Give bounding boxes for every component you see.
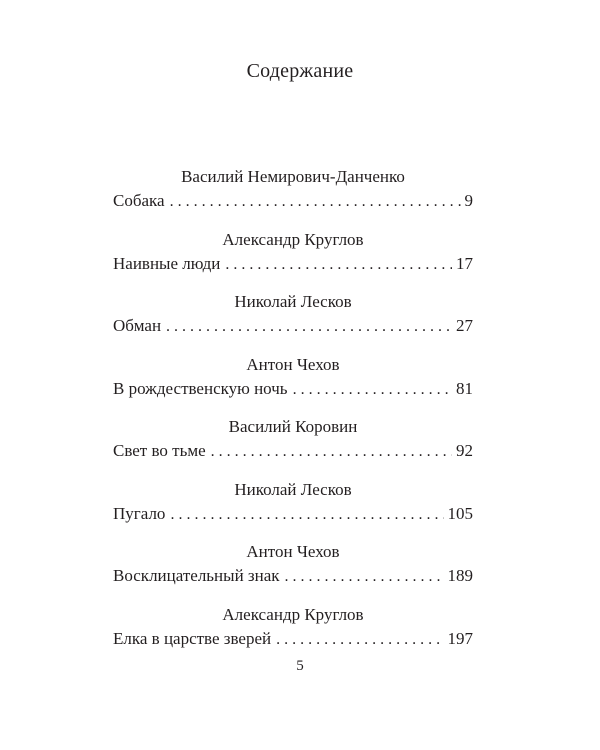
- toc-work-title: В рождественскую ночь: [113, 378, 288, 398]
- toc-line[interactable]: [113, 627, 473, 651]
- dot-leader: [166, 315, 452, 339]
- dot-leader: [293, 378, 452, 402]
- toc-work-title: Пугало: [113, 503, 166, 523]
- table-of-contents: [113, 165, 473, 665]
- toc-author: Александр Круглов: [222, 229, 364, 249]
- toc-author: Антон Чехов: [246, 354, 340, 374]
- toc-entry: [113, 478, 473, 541]
- toc-page-number: 17: [456, 253, 473, 273]
- toc-page-number: 105: [447, 503, 473, 523]
- toc-page-number: 81: [456, 378, 473, 398]
- toc-page-number: 92: [456, 441, 473, 460]
- toc-entry: [113, 603, 473, 666]
- toc-entry: [113, 415, 473, 478]
- toc-entry: [113, 540, 473, 603]
- toc-work-title: Обман: [113, 316, 162, 335]
- dot-leader: [211, 440, 452, 464]
- toc-work-title: Восклицательный знак: [113, 566, 280, 585]
- toc-page-number: 189: [447, 566, 473, 585]
- dot-leader: [285, 565, 444, 589]
- toc-work-title: Свет во тьме: [113, 441, 206, 460]
- toc-line[interactable]: [113, 377, 473, 401]
- toc-author: Василий Коровин: [228, 417, 358, 436]
- toc-work-title: Елка в царстве зверей: [113, 628, 272, 648]
- toc-page-number: 197: [447, 628, 473, 648]
- toc-author: Василий Немирович-Данченко: [181, 167, 405, 186]
- toc-author: Антон Чехов: [246, 542, 340, 561]
- toc-entry: [113, 353, 473, 416]
- dot-leader: [276, 628, 443, 652]
- toc-line[interactable]: [113, 502, 473, 526]
- toc-line[interactable]: [113, 189, 473, 213]
- toc-page-number: 27: [456, 316, 473, 335]
- toc-entry: [113, 165, 473, 228]
- dot-leader: [170, 190, 461, 214]
- toc-author: Александр Круглов: [222, 604, 364, 624]
- toc-author: Николай Лесков: [234, 479, 352, 499]
- toc-line[interactable]: [113, 439, 473, 463]
- toc-work-title: Собака: [113, 191, 165, 210]
- toc-entry: [113, 290, 473, 353]
- toc-line[interactable]: [113, 314, 473, 338]
- page-title: Содержание: [246, 60, 354, 82]
- dot-leader: [225, 253, 452, 277]
- toc-page-number: 9: [464, 191, 473, 210]
- toc-work-title: Наивные люди: [113, 253, 221, 273]
- toc-line[interactable]: [113, 252, 473, 276]
- toc-entry: [113, 228, 473, 291]
- page-number-footer: 5: [296, 658, 304, 674]
- dot-leader: [170, 503, 443, 527]
- toc-author: Николай Лесков: [234, 292, 352, 311]
- toc-line[interactable]: [113, 564, 473, 588]
